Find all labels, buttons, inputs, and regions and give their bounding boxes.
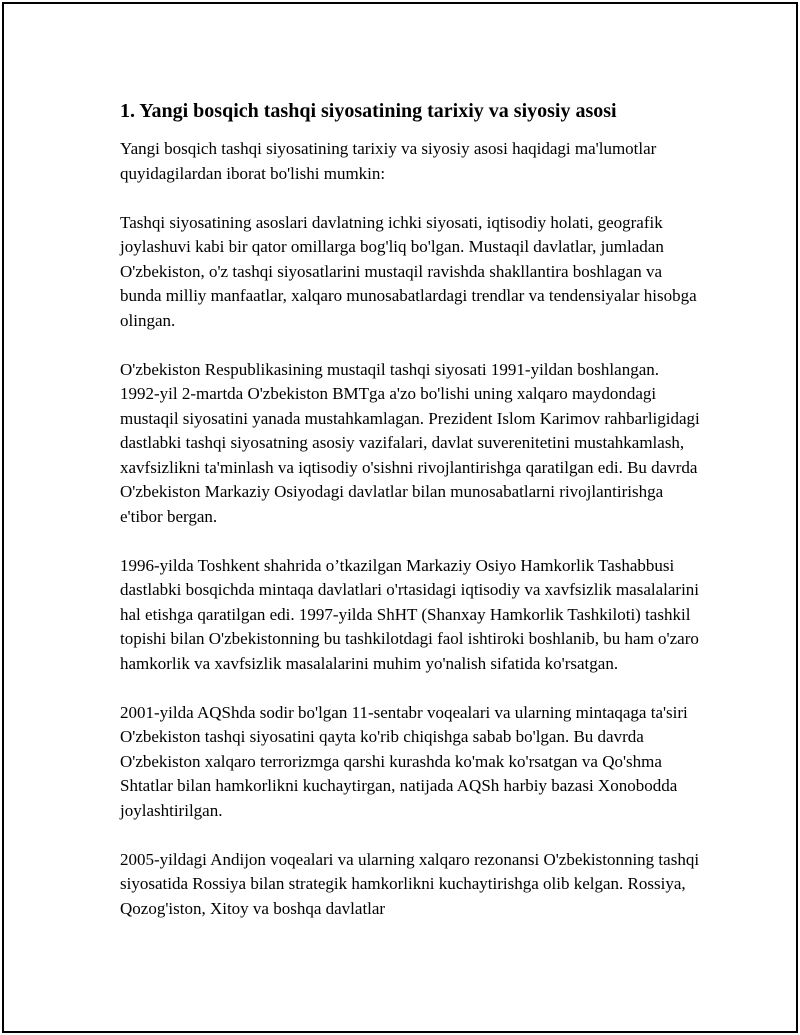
foundations-paragraph: Tashqi siyosatining asoslari davlatning ichki siyosati, iqtisodiy holati, geografik joylashuvi kabi bir qator omillarga bog'liq bo'lgan. Mustaqil davlatlar, jumladan O'zbekiston, o'z tashqi siyosatlarini mustaqil ravishda shakllantira boshlagan va bunda milliy manfaatlar, xalqaro munosabatlardagi trendlar va tendensiyalar hisobga olingan. — [120, 212, 697, 330]
september-11-paragraph: 2001-yilda AQShda sodir bo'lgan 11-sentabr voqealari va ularning mintaqaga ta'siri O'zbekiston tashqi siyosatini qayta ko'rib chiqishga sabab bo'lgan. Bu davrda O'zbekiston xalqaro terrorizmga qarshi kurashda ko'mak ko'rsatgan va Qo'shma Shtatlar bilan hamkorlikni kuchaytirgan, natijada AQSh harbiy bazasi Xonobodda joylashtirilgan. — [120, 702, 688, 820]
andijan-paragraph: 2005-yildagi Andijon voqealari va ularning xalqaro rezonansi O'zbekistonning tashqi siyosatida Rossiya bilan strategik hamkorlikni kuchaytirishga olib kelgan. Rossiya, Qozog'iston, Xitoy va boshqa davlatlar — [120, 849, 700, 918]
section-heading: 1. Yangi bosqich tashqi siyosatining tarixiy va siyosiy asosi — [120, 100, 617, 122]
document-page — [2, 2, 798, 1033]
independence-paragraph: O'zbekiston Respublikasining mustaqil tashqi siyosati 1991-yildan boshlangan. 1992-yil 2-martda O'zbekiston BMTga a'zo bo'lishi uning xalqaro maydondagi mustaqil siyosatini yanada mustahkamlagan. Prezident Islom Karimov rahbarligidagi dastlabki tashqi siyosatning asosiy vazifalari, davlat suverenitetini mustahkamlash, xavfsizlikni ta'minlash va iqtisodiy o'sishni rivojlantirishga qaratilgan edi. Bu davrda O'zbekiston Markaziy Osiyodagi davlatlar bilan munosabatlarni rivojlantirishga e'tibor bergan. — [120, 359, 700, 526]
document-body — [120, 98, 700, 946]
regional-cooperation-paragraph: 1996-yilda Toshkent shahrida o’tkazilgan Markaziy Osiyo Hamkorlik Tashabbusi dastlabki bosqichda mintaqa davlatlari o'rtasidagi iqtisodiy va xavfsizlik masalalarini hal etishga qaratilgan edi. 1997-yilda ShHT (Shanxay Hamkorlik Tashkiloti) tashkil topishi bilan O'zbekistonning bu tashkilotdagi faol ishtiroki boshlanib, bu ham o'zaro hamkorlik va xavfsizlik masalalarini muhim yo'nalish sifatida ko'rsatgan. — [120, 555, 700, 673]
intro-paragraph: Yangi bosqich tashqi siyosatining tarixiy va siyosiy asosi haqidagi ma'lumotlar quyidagilardan iborat bo'lishi mumkin: — [120, 139, 657, 183]
